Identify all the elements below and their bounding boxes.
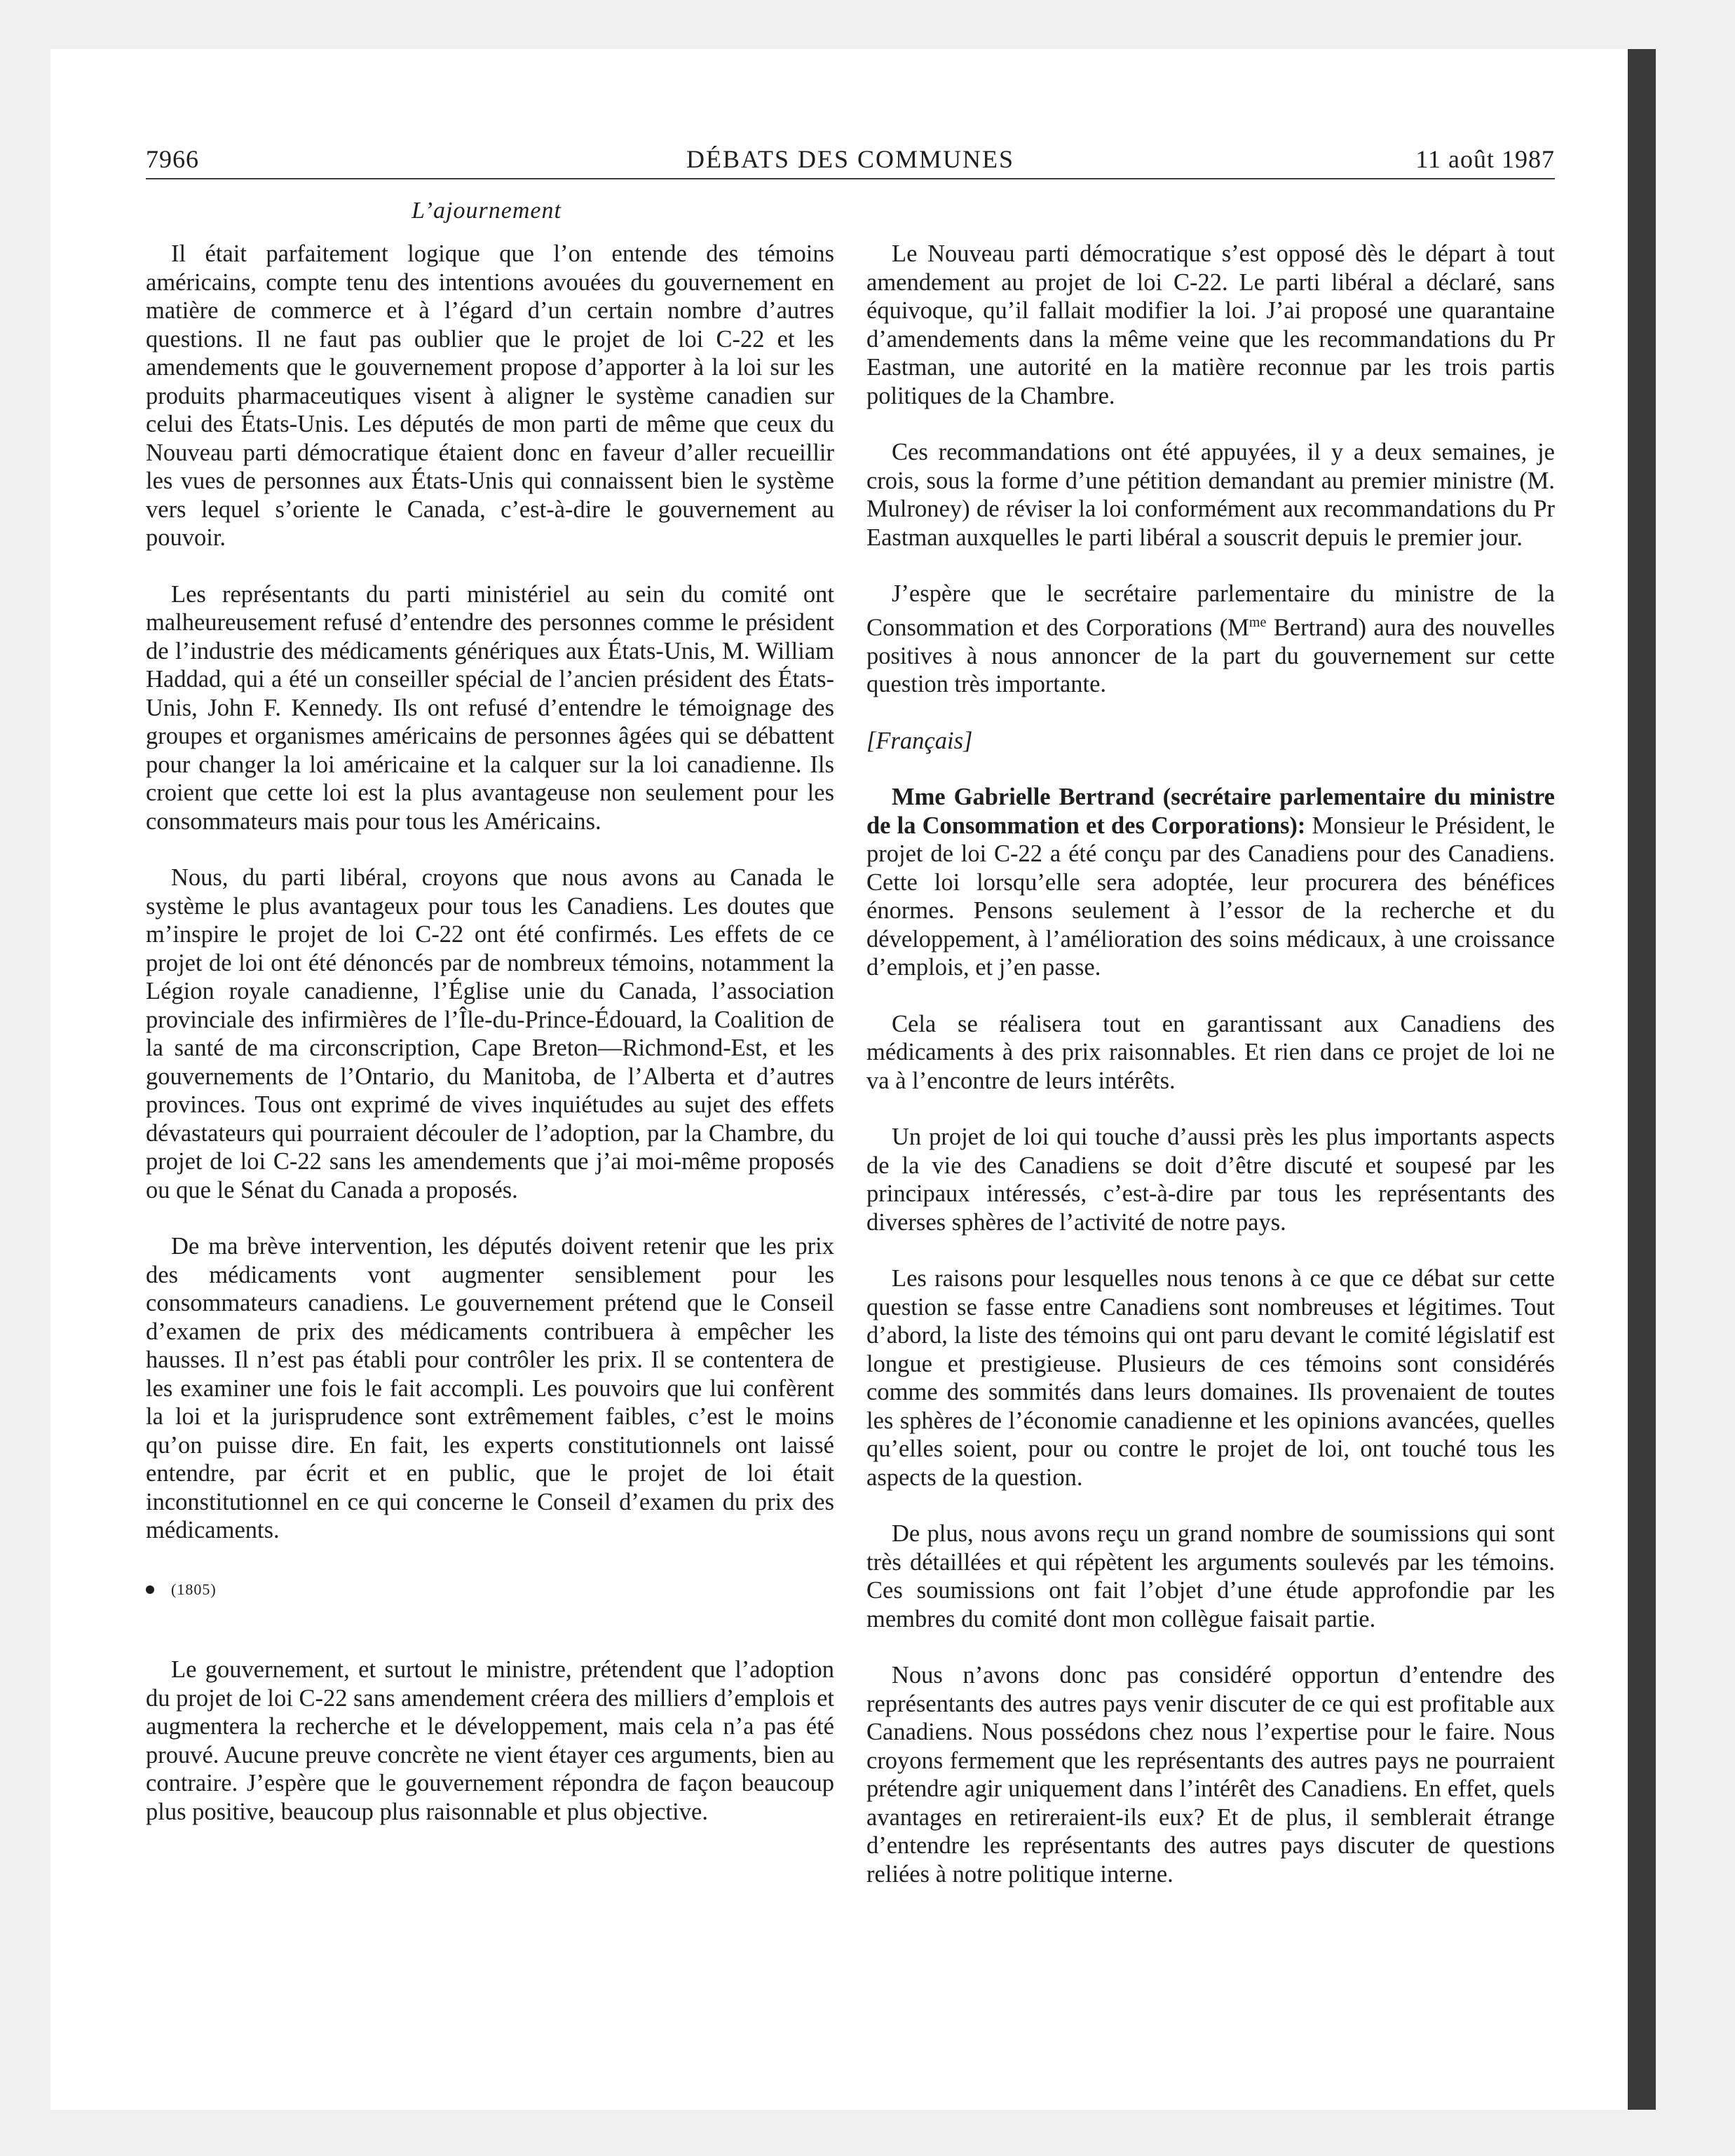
- page-number: 7966: [146, 145, 199, 173]
- time-marker-text: (1805): [171, 1580, 217, 1598]
- header-rule: [146, 178, 1555, 179]
- paragraph: Le gouvernement, et surtout le ministre, prétendent que l’adoption du projet de loi C-22 sans amendement créera des milliers d’emplois et augmentera la recherche et le développement, mais cela n’a pas été prouvé. Aucune preuve concrète ne vient étayer ces arguments, bien au contraire. J’espère que le gouvernement répondra de façon beaucoup plus positive, beaucoup plus raisonnable et plus objective.: [146, 1656, 835, 1825]
- right-column: [866, 240, 1555, 1916]
- paragraph: Il était parfaitement logique que l’on entende des témoins américains, compte tenu des intentions avouées du gouvernement en matière de commerce et à l’égard d’un certain nombre d’autres questions. Il ne faut pas oublier que le projet de loi C-22 et les amendements que le gouvernement propose d’apporter à la loi sur les produits pharmaceutiques visent à aligner le système canadien sur celui des États-Unis. Les députés de mon parti de même que ceux du Nouveau parti démocratique étaient donc en faveur d’aller recueillir les vues de personnes aux États-Unis qui connaissent bien le système vers lequel s’oriente le Canada, c’est-à-dire le gouvernement au pouvoir.: [146, 240, 834, 551]
- publication-title: DÉBATS DES COMMUNES: [686, 145, 1015, 173]
- scan-edge-bar: [1628, 49, 1656, 2110]
- paragraph: De ma brève intervention, les députés doivent retenir que les prix des médicaments vont augmenter sensiblement pour les consommateurs canadiens. Le gouvernement prétend que le Conseil d’examen de prix des médicaments contribuera à empêcher les hausses. Il n’est pas établi pour contrôler les prix. Il se contentera de les examiner une fois le fait accompli. Les pouvoirs que lui confèrent la loi et la jurisprudence sont extrêmement faibles, c’est le moins qu’on puisse dire. En fait, les experts constitutionnels ont laissé entendre, par écrit et en public, que le projet de loi était inconstitutionnel en ce qui concerne le Conseil d’examen du prix des médicaments.: [146, 1233, 834, 1543]
- paragraph: De plus, nous avons reçu un grand nombre de soumissions qui sont très détaillées et qui répètent les arguments soulevés par les témoins. Ces soumissions ont fait l’objet d’une étude approfondie par les membres du comité dont mon collègue faisait partie.: [866, 1520, 1555, 1632]
- speaker-paragraph: [866, 783, 1555, 982]
- paragraph-with-title: [866, 580, 1555, 699]
- paragraph: Le Nouveau parti démocratique s’est opposé dès le départ à tout amendement au projet de loi C-22. Le parti libéral a déclaré, sans équivoque, qu’il fallait modifier la loi. J’ai proposé une quarantaine d’amendements dans la même veine que les recommandations du Pr Eastman, une autorité en la matière reconnue par les trois partis politiques de la Chambre.: [866, 240, 1555, 409]
- time-marker: [146, 1576, 834, 1604]
- paragraph: Les raisons pour lesquelles nous tenons à ce que ce débat sur cette question se fasse entre Canadiens sont nombreuses et légitimes. Tout d’abord, la liste des témoins qui ont paru devant le comité législatif est longue et prestigieuse. Plusieurs de ces témoins sont considérés comme des sommités dans leurs domaines. Ils provenaient de toutes les sphères de l’économie canadienne et les opinions avancées, quelles qu’elles soient, pour ou contre le projet de loi, ont touché tous les aspects de la question.: [866, 1265, 1555, 1491]
- paragraph-text: J’espère que le secrétaire parlementaire du ministre de la Consommation et des Corporations (M: [866, 580, 1555, 641]
- speaker-name: Mme Gabrielle Bertrand (secrétaire parlementaire du ministre de la Consommation et des Corporations):: [866, 784, 1555, 839]
- paragraph: Un projet de loi qui touche d’aussi près les plus importants aspects de la vie des Canadiens se doit d’être discuté et soupesé par les principaux intéressés, c’est-à-dire par tous les représentants des diverses sphères de l’activité de notre pays.: [866, 1124, 1555, 1236]
- running-head: L’ajournement: [411, 198, 562, 224]
- paragraph: Nous, du parti libéral, croyons que nous avons au Canada le système le plus avantageux pour tous les Canadiens. Les doutes que m’inspire le projet de loi C-22 ont été confirmés. Les effets de ce projet de loi ont été dénoncés par de nombreux témoins, notamment la Légion royale canadienne, l’Église unie du Canada, l’association provinciale des infirmières de l’Île-du-Prince-Édouard, la Coalition de la santé de ma circonscription, Cape Breton—Richmond-Est, et les gouvernements de l’Ontario, du Manitoba, de l’Alberta et d’autres provinces. Tous ont exprimé de vives inquiétudes au sujet des effets dévastateurs qui pourraient découler de l’adoption, par la Chambre, du projet de loi C-22 sans les amendements que j’ai moi-même proposés ou que le Sénat du Canada a proposés.: [146, 864, 834, 1203]
- bullet-icon: [146, 1585, 154, 1594]
- issue-date: 11 août 1987: [1415, 145, 1555, 173]
- paragraph: Cela se réalisera tout en garantissant aux Canadiens des médicaments à des prix raisonnables. Et rien dans ce projet de loi ne va à l’encontre de leurs intérêts.: [866, 1010, 1555, 1094]
- paragraph-text: Bertrand) aura des nouvelles positives à nous annoncer de la part du gouvernement sur cette question très importante.: [866, 614, 1555, 697]
- left-column: [146, 240, 834, 1854]
- speaker-text: Monsieur le Président, le projet de loi C-22 a été conçu par des Canadiens pour des Canadiens. Cette loi lorsqu’elle sera adoptée, leur procurera des bénéfices énormes. Pensons seulement à l’essor de la recherche et du développement, à l’amélioration des soins médicaux, à une croissance d’emplois, et j’en passe.: [866, 812, 1555, 981]
- paragraph: Les représentants du parti ministériel au sein du comité ont malheureusement refusé d’entendre des personnes comme le président de l’industrie des médicaments génériques aux États-Unis, M. William Haddad, qui a été un conseiller spécial de l’ancien président des États-Unis, John F. Kennedy. Ils ont refusé d’entendre le témoignage des groupes et organismes américains de personnes âgées qui se débattent pour changer la loi américaine et la calquer sur la loi canadienne. Ils croient que cette loi est la plus avantageuse non seulement pour les consommateurs mais pour tous les Américains.: [146, 580, 834, 835]
- title-superscript: me: [1248, 614, 1267, 630]
- paragraph: Ces recommandations ont été appuyées, il y a deux semaines, je crois, sous la forme d’une pétition demandant au premier ministre (M. Mulroney) de réviser la loi conformément aux recommandations du Pr Eastman auxquelles le parti libéral a souscrit depuis le premier jour.: [866, 439, 1555, 551]
- paragraph: Nous n’avons donc pas considéré opportun d’entendre des représentants des autres pays venir discuter de ce qui est profitable aux Canadiens. Nous possédons chez nous l’expertise pour le faire. Nous croyons fermement que les représentants des autres pays ne pourraient prétendre agir uniquement dans l’intérêt des Canadiens. En effet, quels avantages en retireraient-ils eux? Et de plus, il semblerait étrange d’entendre les représentants des autres pays discuter de questions reliées à notre politique interne.: [866, 1662, 1555, 1888]
- language-tag: [Français]: [866, 727, 973, 754]
- page-header: [146, 140, 1555, 182]
